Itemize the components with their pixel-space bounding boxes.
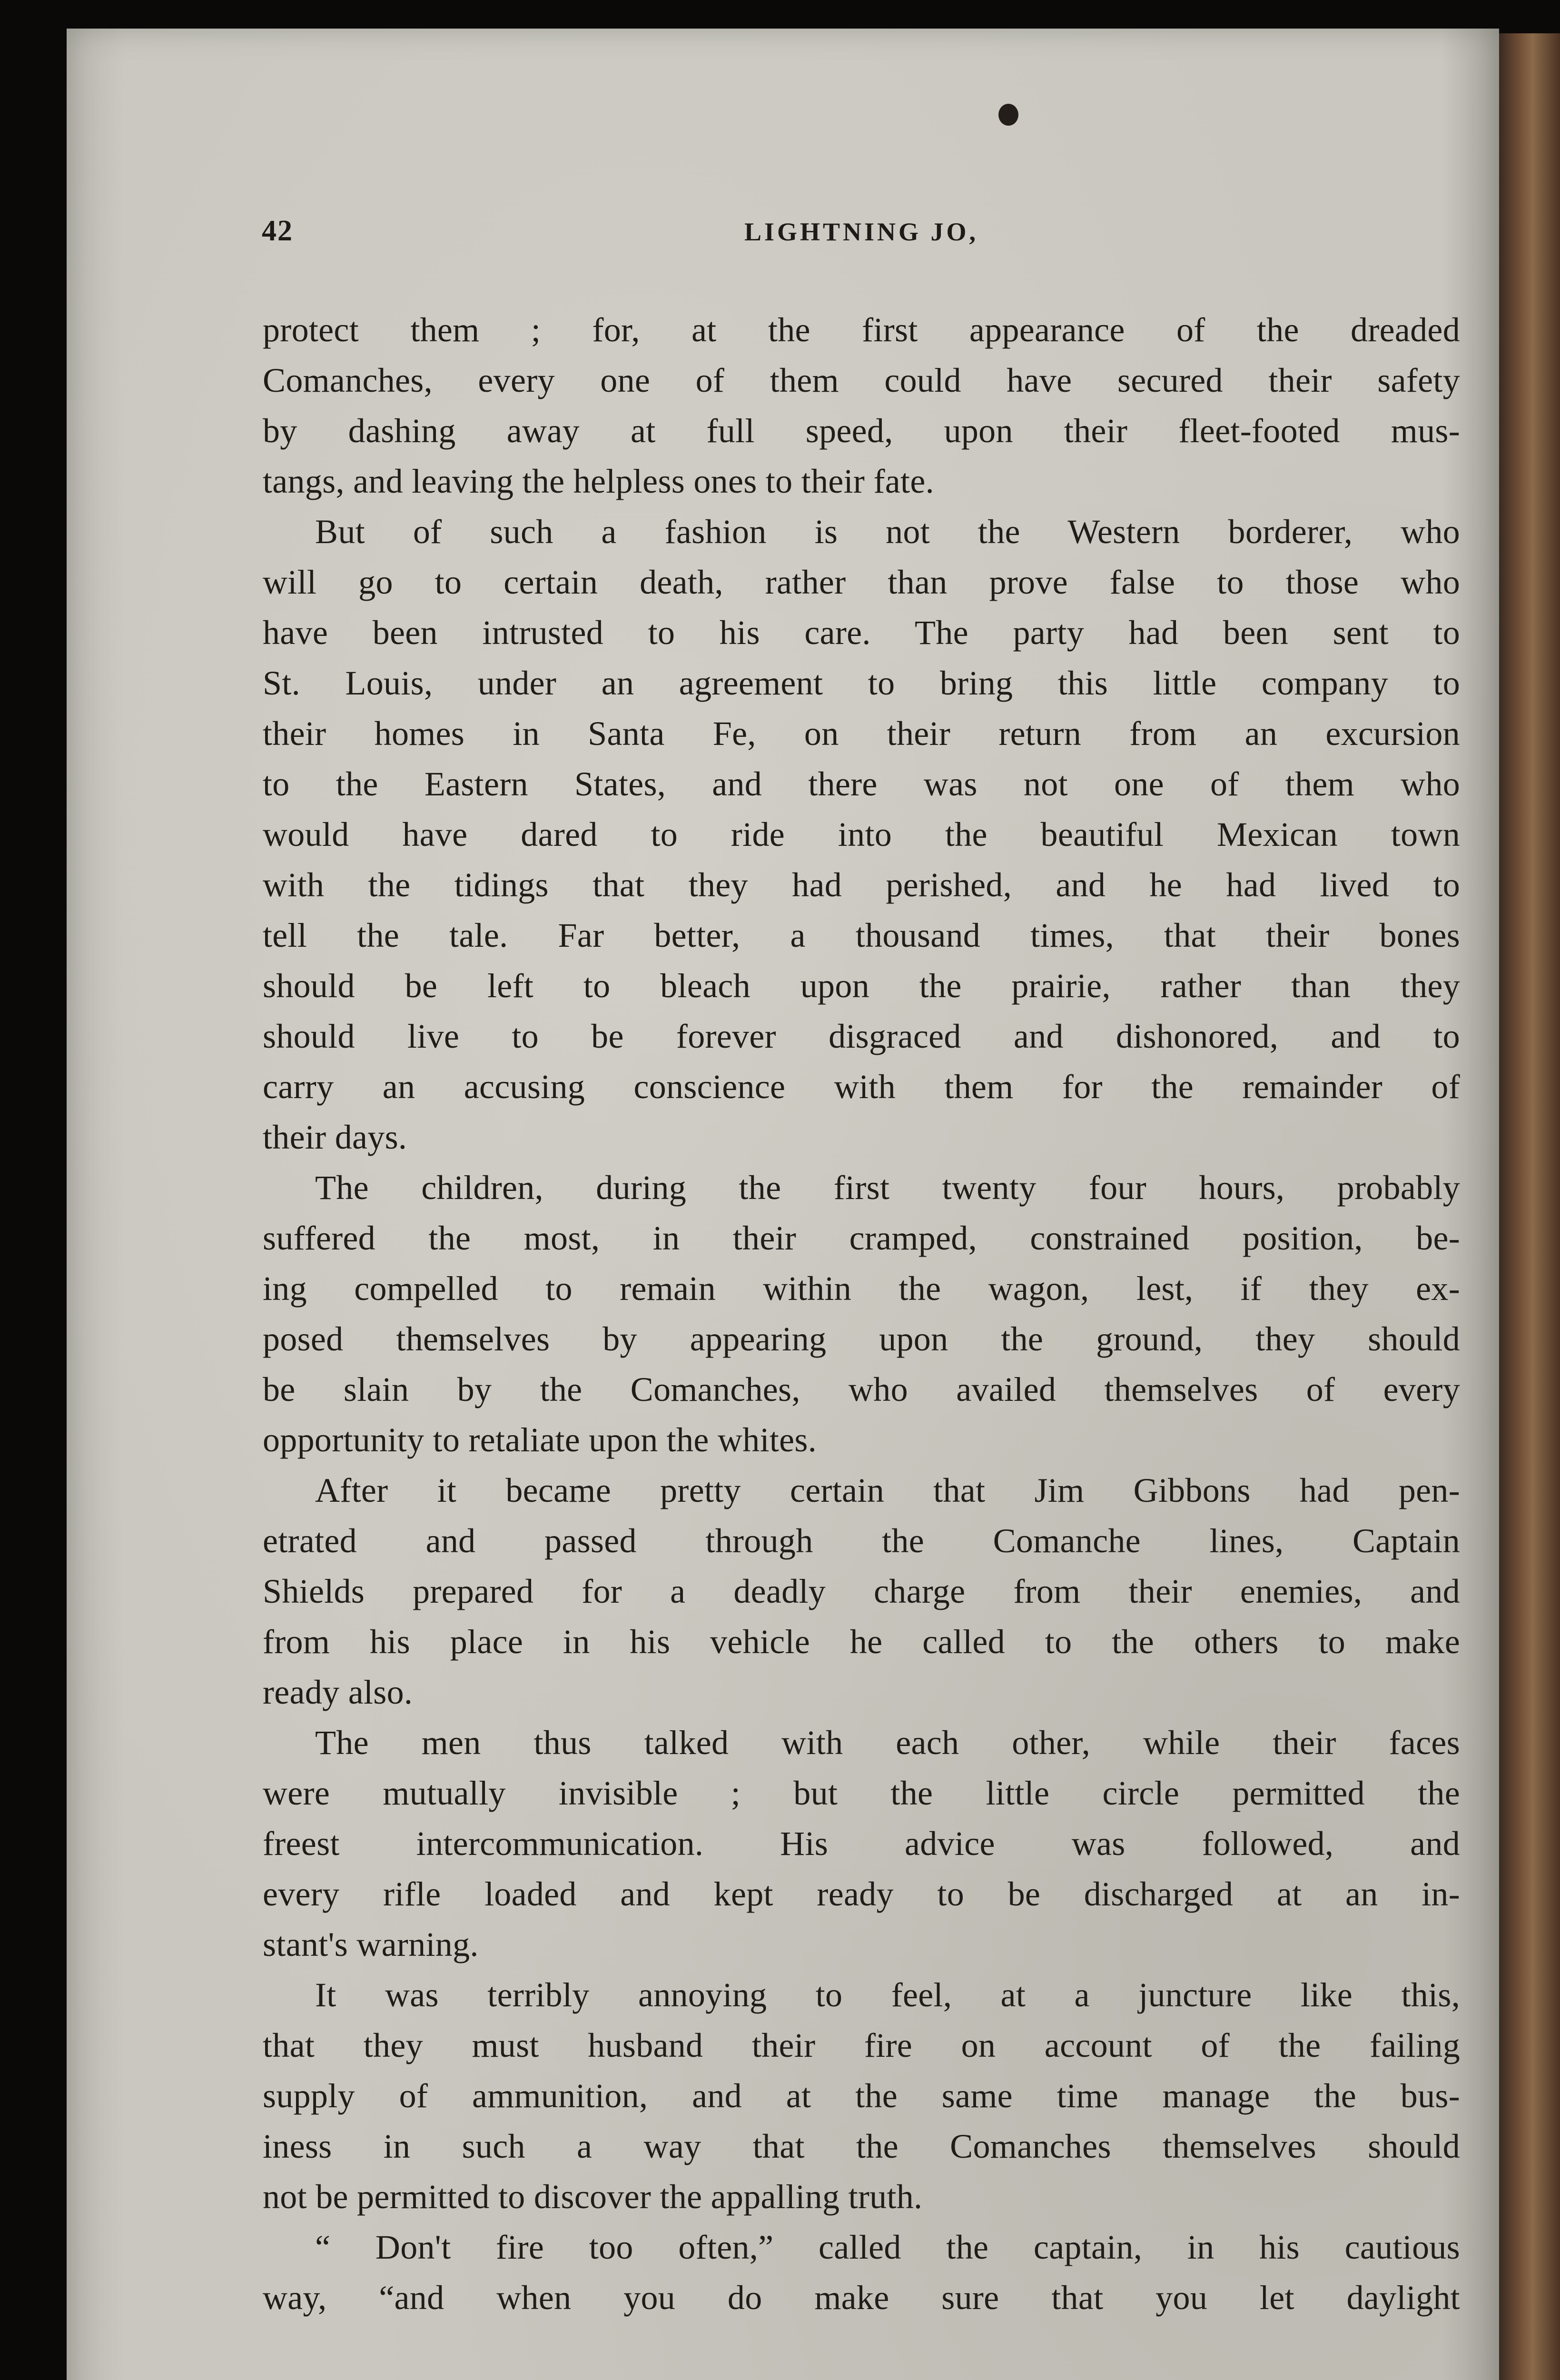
text-line: After it became pretty certain that Jim Gibbons had pen-	[315, 1471, 1460, 1509]
text-line: not be permitted to discover the appalling truth.	[263, 2178, 923, 2216]
text-line: ing compelled to remain within the wagon, lest, if they ex-	[263, 1269, 1460, 1308]
text-line: should be left to bleach upon the prairie, rather than they	[263, 967, 1460, 1005]
text-line: were mutually invisible ; but the little circle permitted the	[263, 1774, 1460, 1812]
running-title: LIGHTNING JO,	[744, 218, 979, 246]
text-line: carry an accusing conscience with them for the remainder of	[263, 1068, 1460, 1106]
text-line: should live to be forever disgraced and dishonored, and to	[263, 1017, 1460, 1055]
text-line: It was terribly annoying to feel, at a juncture like this,	[315, 1976, 1460, 2014]
text-line: by dashing away at full speed, upon their fleet-footed mus-	[263, 412, 1460, 450]
text-line: protect them ; for, at the first appearance of the dreaded	[263, 311, 1460, 349]
page-header	[262, 214, 1461, 257]
text-line: The children, during the first twenty four hours, probably	[315, 1169, 1460, 1207]
page-number: 42	[262, 215, 293, 247]
text-line: have been intrusted to his care. The party had been sent to	[263, 614, 1460, 652]
text-line: their days.	[263, 1118, 407, 1156]
text-line: opportunity to retaliate upon the whites.	[263, 1421, 817, 1459]
text-line: tell the tale. Far better, a thousand times, that their bones	[263, 916, 1460, 954]
text-line: posed themselves by appearing upon the ground, they should	[263, 1320, 1460, 1358]
text-line: freest intercommunication. His advice was followed, and	[263, 1825, 1460, 1863]
text-line: way, “and when you do make sure that you let daylight	[263, 2279, 1460, 2317]
text-line: “ Don't fire too often,” called the captain, in his cautious	[315, 2228, 1460, 2266]
text-line: would have dared to ride into the beautiful Mexican town	[263, 815, 1460, 853]
text-line: to the Eastern States, and there was not one of them who	[263, 765, 1460, 803]
text-line: be slain by the Comanches, who availed themselves of every	[263, 1370, 1460, 1408]
book-binding-edge	[1499, 33, 1560, 2380]
text-line: suffered the most, in their cramped, constrained position, be-	[263, 1219, 1460, 1257]
text-line: The men thus talked with each other, while their faces	[315, 1724, 1460, 1762]
text-line: But of such a fashion is not the Western borderer, who	[315, 513, 1460, 551]
text-line: their homes in Santa Fe, on their return from an excursion	[263, 714, 1460, 753]
text-line: stant's warning.	[263, 1925, 479, 1964]
text-line: supply of ammunition, and at the same time manage the bus-	[263, 2077, 1460, 2115]
text-line: iness in such a way that the Comanches themselves should	[263, 2127, 1460, 2165]
text-line: tangs, and leaving the helpless ones to their fate.	[263, 462, 934, 500]
body-text	[263, 305, 1460, 2323]
text-line: Comanches, every one of them could have secured their safety	[263, 361, 1460, 399]
text-line: St. Louis, under an agreement to bring this little company to	[263, 664, 1460, 702]
text-line: that they must husband their fire on account of the failing	[263, 2026, 1460, 2064]
text-line: will go to certain death, rather than prove false to those who	[263, 563, 1460, 601]
text-line: every rifle loaded and kept ready to be discharged at an in-	[263, 1875, 1460, 1913]
text-line: ready also.	[263, 1673, 413, 1711]
text-line: Shields prepared for a deadly charge from their enemies, and	[263, 1572, 1460, 1610]
text-line: from his place in his vehicle he called to the others to make	[263, 1623, 1460, 1661]
text-line: etrated and passed through the Comanche lines, Captain	[263, 1522, 1460, 1560]
binding-hole-mark	[998, 104, 1018, 126]
text-line: with the tidings that they had perished, and he had lived to	[263, 866, 1460, 904]
